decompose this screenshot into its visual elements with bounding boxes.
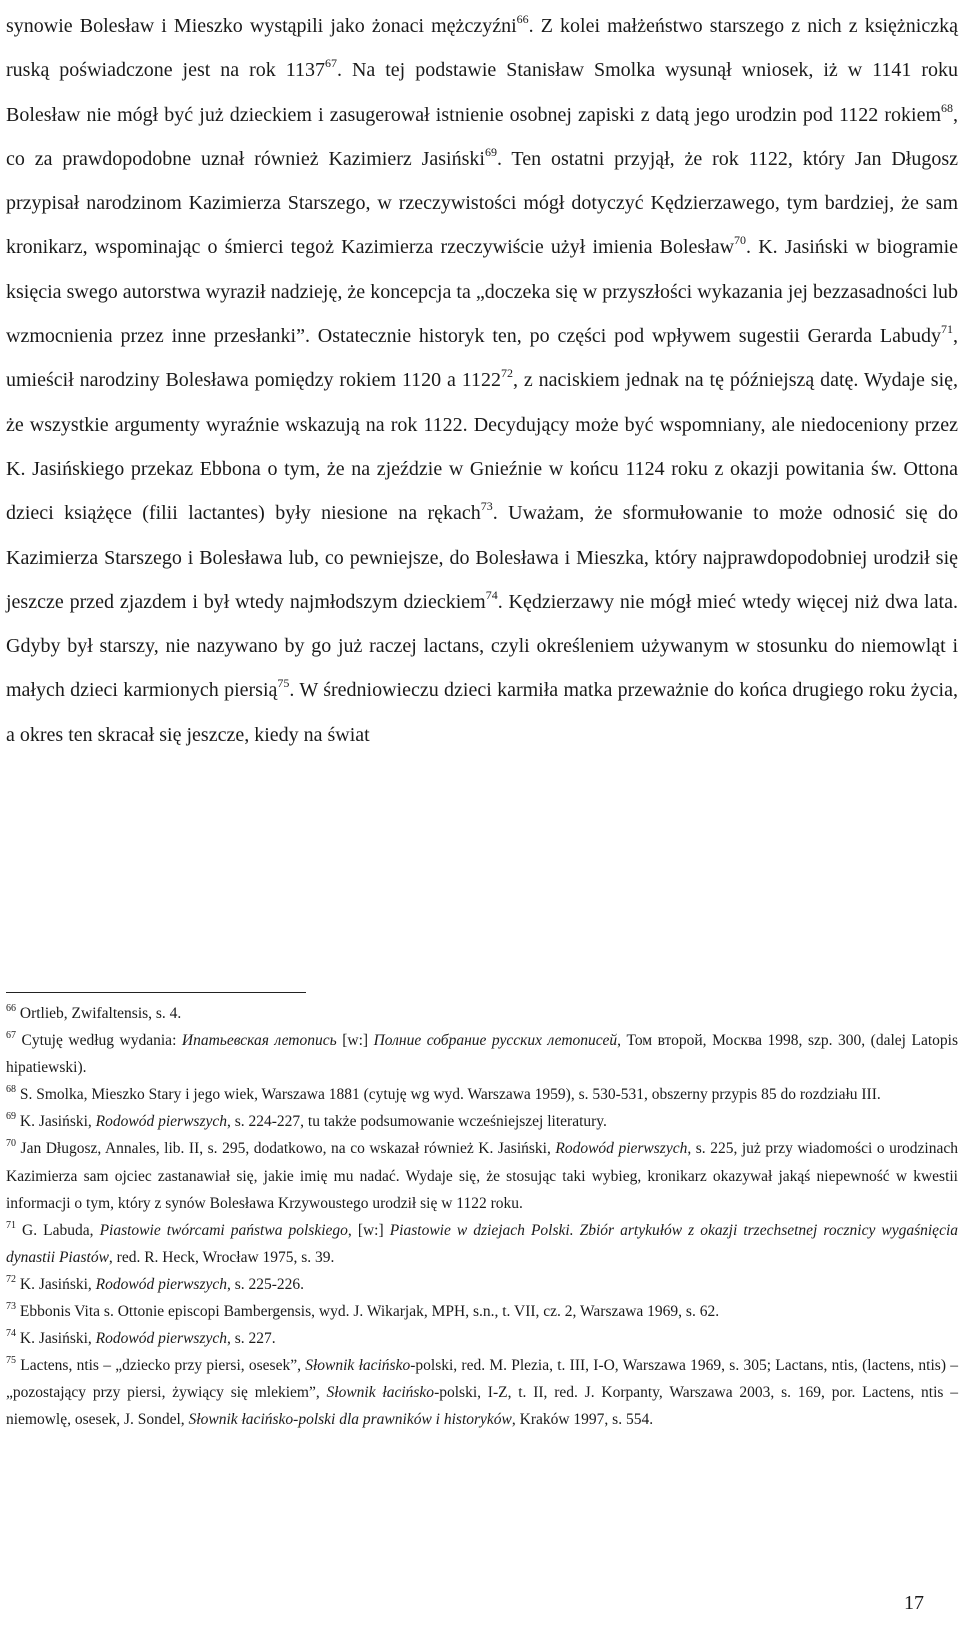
footnote-ref-73[interactable]: 73 — [480, 499, 493, 514]
footnote-66: $^{66}$ Ortlieb, Zwifaltensis, s. 4. — [6, 1003, 182, 1022]
footnote-ref-74[interactable]: 74 — [485, 587, 498, 602]
footnote-separator — [6, 992, 306, 993]
main-body-text — [6, 4, 958, 757]
footnote-ref-69[interactable]: 69 — [484, 144, 497, 159]
footnotes — [6, 1000, 958, 1434]
footnote-74: $^{74}$ K. Jasiński, Rodowód pierwszych, s. 227. — [6, 1328, 276, 1348]
page-number: 17 — [904, 1592, 924, 1614]
footnote-68: $^{68}$ S. Smolka, Mieszko Stary i jego wiek, Warszawa 1881 (cytuję wg wyd. Warszawa 1959), s. 530-531, obszerny przypis 85 do rozdziału III. — [6, 1084, 881, 1104]
footnote-ref-68[interactable]: 68 — [941, 100, 953, 115]
footnote-75: $^{75}$ Lactens, ntis – „dziecko przy piersi, osesek”, Słownik łacińsko-polski, red. M. Plezia, t. III, I-O, Warszawa 1969, s. 305; Lactans, ntis, (lactens, ntis) – „pozostający przy piersi, żywiący się mlekiem”, Słownik łacińsko-polski, I-Z, t. II, red. J. Korpanty, Warszawa 2003, s. 169, por. Lactens, ntis – niemowlę, osesek, J. Sondel, Słownik łacińsko-polski dla prawników i historyków, Kraków 1997, s. 554. — [6, 1355, 958, 1429]
footnote-ref-71[interactable]: 71 — [941, 322, 953, 337]
footnote-72: $^{72}$ K. Jasiński, Rodowód pierwszych, s. 225-226. — [6, 1273, 305, 1293]
footnote-71: $^{71}$ G. Labuda, Piastowie twórcami państwa polskiego, [w:] Piastowie w dziejach Polski. Zbiór artykułów z okazji trzechsetnej rocznicy wygaśnięcia dynastii Piastów, red. R. Heck, Wrocław 1975, s. 39. — [6, 1219, 958, 1266]
paragraph: synowie Bolesław i Mieszko wystąpili jako żonaci mężczyźni$^{66}$. Z kolei małżeństwo starszego z nich z księżniczką ruską poświadczone jest na rok 1137$^{67}$. Na tej podstawie Stanisław Smolka wysunął wniosek, iż w 1141 roku Bolesław nie mógł być już dzieckiem i zasugerował istnienie osobnej zapiski z datą jego urodzin pod 1122 rokiem$^{68}$, co za prawdopodobne uznał również Kazimierz Jasiński$^{69}$. Ten ostatni przyjął, że rok 1122, który Jan Długosz przypisał narodzinom Kazimierza Starszego, w rzeczywistości mógł dotyczyć Kędzierzawego, tym bardziej, że sam kronikarz, wspominając o śmierci tegoż Kazimierza rzeczywiście użył imienia Bolesław$^{70}$. K. Jasiński w biogramie księcia swego autorstwa wyraził nadzieję, że koncepcja ta „doczeka się w przyszłości wykazania jej bezzasadności lub wzmocnienia przez inne przesłanki”. Ostatecznie historyk ten, po części pod wpływem sugestii Gerarda Labudy$^{71}$, umieścił narodziny Bolesława pomiędzy rokiem 1120 a 1122$^{72}$, z naciskiem jednak na tę późniejszą datę. Wydaje się, że wszystkie argumenty wyraźnie wskazują na rok 1122. Decydujący może być wspomniany, ale niedoceniony przez K. Jasińskiego przekaz Ebbona o tym, że na zjeździe w Gnieźnie w końcu 1124 roku z okazji powitania św. Ottona dzieci książęce (filii lactantes) były niesione na rękach$^{73}$. Uważam, że sformułowanie to może odnosić się do Kazimierza Starszego i Bolesława lub, co pewniejsze, do Bolesława i Mieszka, który najprawdopodobniej urodził się jeszcze przed zjazdem i był wtedy najmłodszym dzieckiem$^{74}$. Kędzierzawy nie mógł mieć wtedy więcej niż dwa lata. Gdyby był starszy, nie nazywano by go już raczej lactans, czyli określeniem używanym w stosunku do niemowląt i małych dzieci karmionych piersią$^{75}$. W średniowieczu dzieci karmiła matka przeważnie do końca drugiego roku życia, a okres ten skracał się jeszcze, kiedy na świat — [6, 12, 958, 746]
footnote-ref-72[interactable]: 72 — [501, 366, 514, 381]
footnote-ref-67[interactable]: 67 — [325, 56, 337, 71]
footnote-70: $^{70}$ Jan Długosz, Annales, lib. II, s. 295, dodatkowo, na co wskazał również K. Jasiński, Rodowód pierwszych, s. 225, już przy wiadomości o urodzinach Kazimierza sam ojciec zastanawiał się, jakie imię mu nadać. Wydaje się, że stosując taki wybieg, kronikarz okazywał jakąś niepewność w kwestii informacji o tym, który z synów Bolesława Krzywoustego urodził się w 1122 roku. — [6, 1138, 958, 1212]
footnote-ref-66[interactable]: 66 — [516, 12, 529, 26]
footnote-ref-75[interactable]: 75 — [277, 676, 290, 691]
footnote-67: $^{67}$ Cytuję według wydania: Ипатьевская летопись [w:] Полние собрание русских летописей, Том второй, Москва 1998, szp. 300, (dalej Latopis hipatiewski). — [6, 1030, 958, 1077]
footnote-69: $^{69}$ K. Jasiński, Rodowód pierwszych, s. 224-227, tu także podsumowanie wcześniejszej literatury. — [6, 1111, 607, 1131]
footnote-73: $^{73}$ Ebbonis Vita s. Ottonie episcopi Bambergensis, wyd. J. Wikarjak, MPH, s.n., t. VII, cz. 2, Warszawa 1969, s. 62. — [6, 1301, 720, 1321]
footnote-ref-70[interactable]: 70 — [734, 233, 747, 248]
